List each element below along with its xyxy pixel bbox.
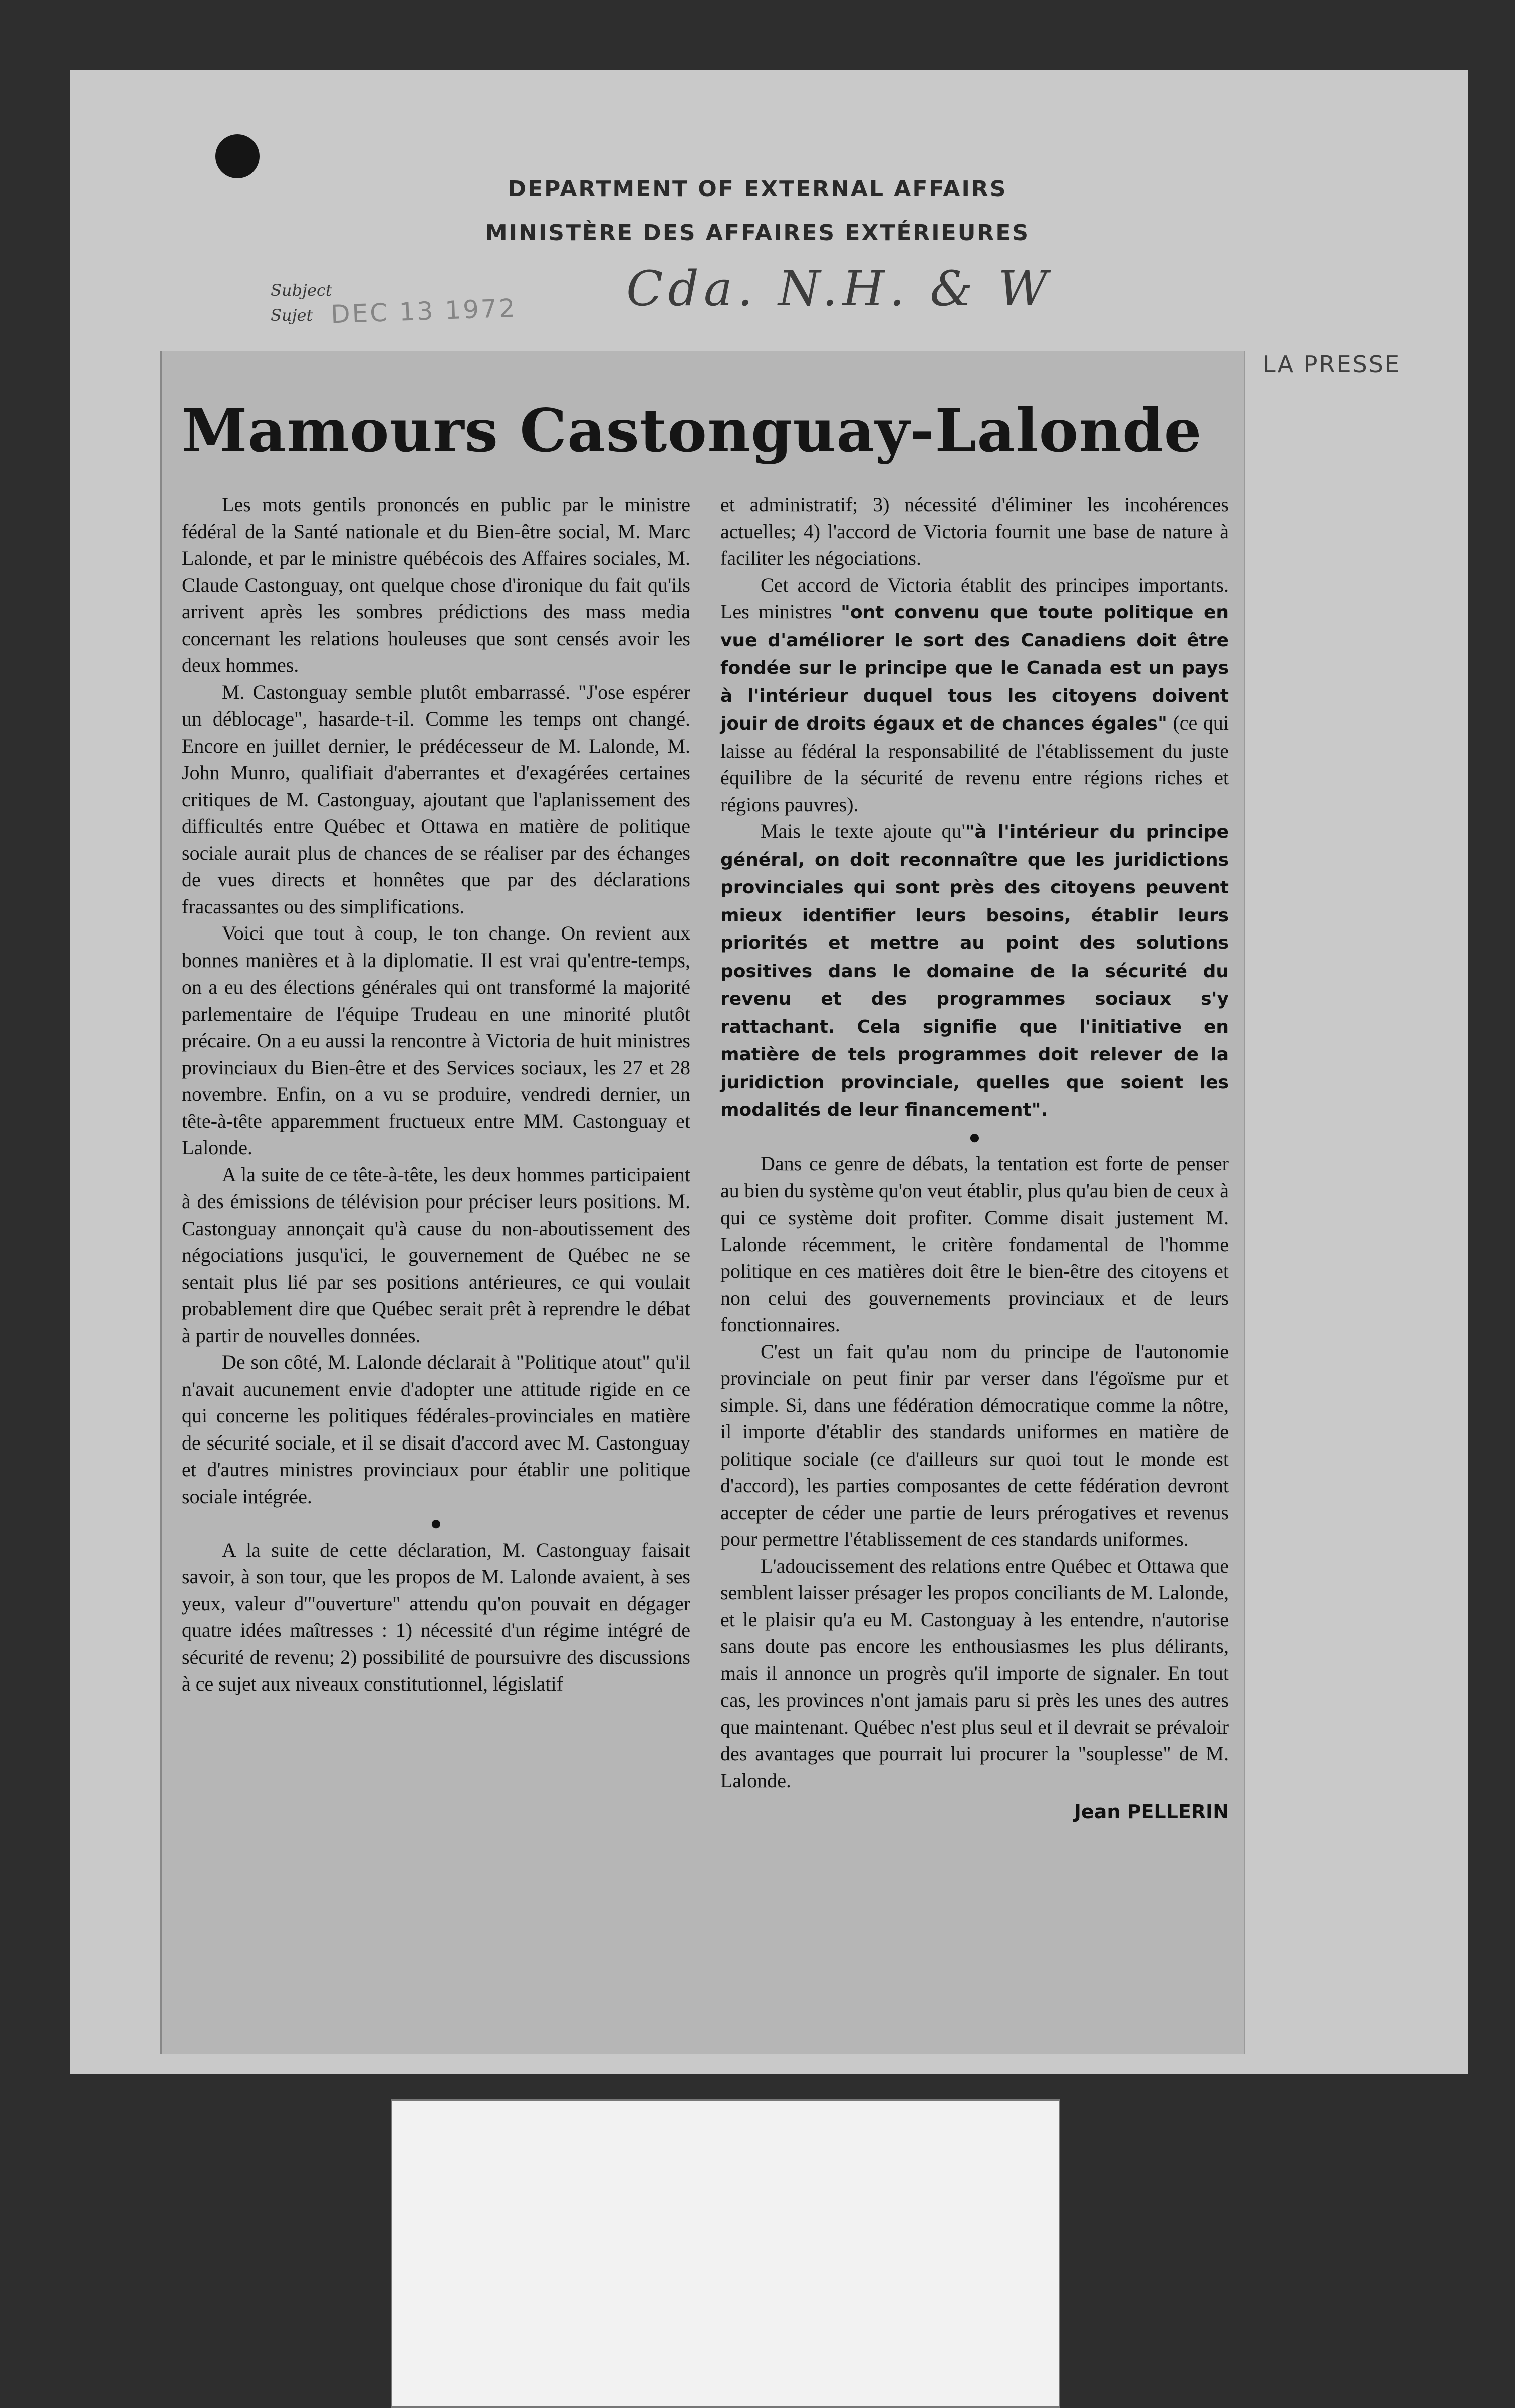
paragraph: et administratif; 3) nécessité d'éliminer les incohérences actuelles; 4) l'accord de Victoria fournit une base de nature à faciliter les négociations. (720, 493, 1229, 569)
date-stamp: DEC 13 1972 (330, 293, 518, 329)
sujet-label: Sujet (271, 306, 313, 325)
paragraph: L'adoucissement des relations entre Québec et Ottawa que semblent laisser présager les propos conciliants de M. Lalonde, et le plaisir qu'a eu M. Castonguay à les entendre, n'autorise sans doute pas encore les enthousiasmes les plus délirants, mais il annonce un progrès qu'il importe de signaler. En tout cas, les provinces n'ont jamais paru si près les unes des autres que maintenant. Québec n'est plus seul et il devrait se prévaloir des avantages que pourrait lui procurer la "souplesse" de M. Lalonde. (720, 1554, 1229, 1792)
section-bullet: ● (430, 1512, 442, 1534)
article-column-right (720, 491, 1229, 1826)
section-bullet: ● (968, 1125, 981, 1148)
handwritten-subject: Cda. N.H. & W (626, 261, 1053, 317)
article-column-left (182, 491, 690, 1698)
paragraph: De son côté, M. Lalonde déclarait à "Politique atout" qu'il n'avait aucunement envie d'adopter une attitude rigide en ce qui concerne les politiques fédérales-provinciales en matière de sécurité sociale, et il se disait d'accord avec M. Castonguay et d'autres ministres provinciaux pour établir une politique sociale intégrée. (182, 1351, 690, 1508)
paragraph: Les mots gentils prononcés en public par le ministre fédéral de la Santé nationale et du Bien-être social, M. Marc Lalonde, et par le ministre québécois des Affaires sociales, M. Claude Castonguay, ont quelque chose d'ironique du fait qu'ils arrivent après les sombres prédictions des mass media concernant les relations houleuses que sont censés avoir les deux hommes. (182, 493, 690, 676)
paragraph: A la suite de cette déclaration, M. Castonguay faisait savoir, à son tour, que les propos de M. Lalonde avaient, à ses yeux, valeur d'"ouverture" attendu qu'on pouvait en dégager quatre idées maîtresses : 1) nécessité d'un régime intégré de sécurité de revenu; 2) possibilité de poursuivre des discussions à ce sujet aux niveaux constitutionnel, législatif (182, 1538, 690, 1695)
paragraph: C'est un fait qu'au nom du principe de l'autonomie provinciale on peut finir par verser dans l'égoïsme pur et simple. Si, dans une fédération démocratique comme la nôtre, il importe d'établir des standards uniformes en matière de politique sociale (ce d'ailleurs sur quoi tout le monde est d'accord), les parties composantes de cette fédération devront accepter de céder une partie de leurs prérogatives et revenus pour permettre l'établissement de ces standards uniformes. (720, 1340, 1229, 1550)
paragraph-text: Mais le texte ajoute qu' (761, 820, 965, 842)
subject-label: Subject (271, 281, 332, 300)
paragraph (720, 572, 1229, 818)
quoted-text: "à l'intérieur du principe général, on doit reconnaître que les juridictions provinciales qui sont près des citoyens peuvent mieux identifier leurs besoins, établir leurs priorités et mettre au point des solutions positives dans le domaine de la sécurité du revenu et des programmes sociaux s'y rattachant. Cela signifie que l'initiative en matière de tels programmes doit relever de la juridiction provinciale, quelles que soient les modalités de leur financement". (720, 822, 1229, 1120)
newspaper-clipping (160, 351, 1245, 2054)
paragraph: Voici que tout à coup, le ton change. On revient aux bonnes manières et à la diplomatie. Il est vrai qu'entre-temps, on a eu des élections générales qui ont transformé la majorité parlementaire de l'équipe Trudeau en une minorité plutôt précaire. On a eu aussi la rencontre à Victoria de huit ministres provinciaux du Bien-être et des Services sociaux, les 27 et 28 novembre. Enfin, on a vu se produire, vendredi dernier, un tête-à-tête apparemment fructueux entre MM. Castonguay et Lalonde. (182, 922, 690, 1159)
punch-hole (215, 134, 260, 178)
paragraph-text: Cet accord de Victoria établit des principes importants. Les ministres (720, 573, 1229, 623)
paragraph (720, 818, 1229, 1124)
article-author: Jean PELLERIN (1074, 1801, 1229, 1823)
paragraph-text: (ce qui laisse au fédéral la responsabilité de l'établissement du juste équilibre de la sécurité de revenu entre régions riches et régions pauvres). (720, 711, 1229, 816)
quoted-text: "ont convenu que toute politique en vue d'améliorer le sort des Canadiens doit être fondée sur le principe que le Canada est un pays à l'intérieur duquel tous les citoyens doivent jouir de droits égaux et de chances égales" (720, 602, 1229, 734)
department-name-english: DEPARTMENT OF EXTERNAL AFFAIRS (508, 176, 1007, 202)
article-headline: Mamours Castonguay-Lalonde (182, 396, 1202, 465)
blank-tab (391, 2099, 1060, 2408)
newspaper-source: LA PRESSE (1262, 351, 1401, 378)
paragraph: A la suite de ce tête-à-tête, les deux hommes participaient à des émissions de télévision pour préciser leurs positions. M. Castonguay annonçait qu'à cause du non-aboutissement des négociations jusqu'ici, le gouvernement de Québec ne se sentait plus lié par ses positions antérieures, ce qui voulait probablement dire que Québec serait prêt à reprendre le débat à partir de nouvelles données. (182, 1163, 690, 1347)
department-name-french: MINISTÈRE DES AFFAIRES EXTÉRIEURES (485, 220, 1030, 246)
paragraph: M. Castonguay semble plutôt embarrassé. "J'ose espérer un déblocage", hasarde-t-il. Comme les temps ont changé. Encore en juillet dernier, le prédécesseur de M. Lalonde, M. John Munro, qualifiait d'aberrantes et d'exagérées certaines critiques de M. Castonguay, ajoutant que l'aplanissement des difficultés entre Québec et Ottawa en matière de politique sociale aurait plus de chances de se réaliser par des échanges de vues directs et honnêtes que par des déclarations fracassantes ou des simplifications. (182, 680, 690, 918)
paragraph: Dans ce genre de débats, la tentation est forte de penser au bien du système qu'on veut établir, plus qu'au bien de ceux à qui ce système doit profiter. Comme disait justement M. Lalonde récemment, le critère fondamental de l'homme politique en ces matières doit être le bien-être des citoyens et non celui des gouvernements provinciaux et de leurs fonctionnaires. (720, 1152, 1229, 1336)
